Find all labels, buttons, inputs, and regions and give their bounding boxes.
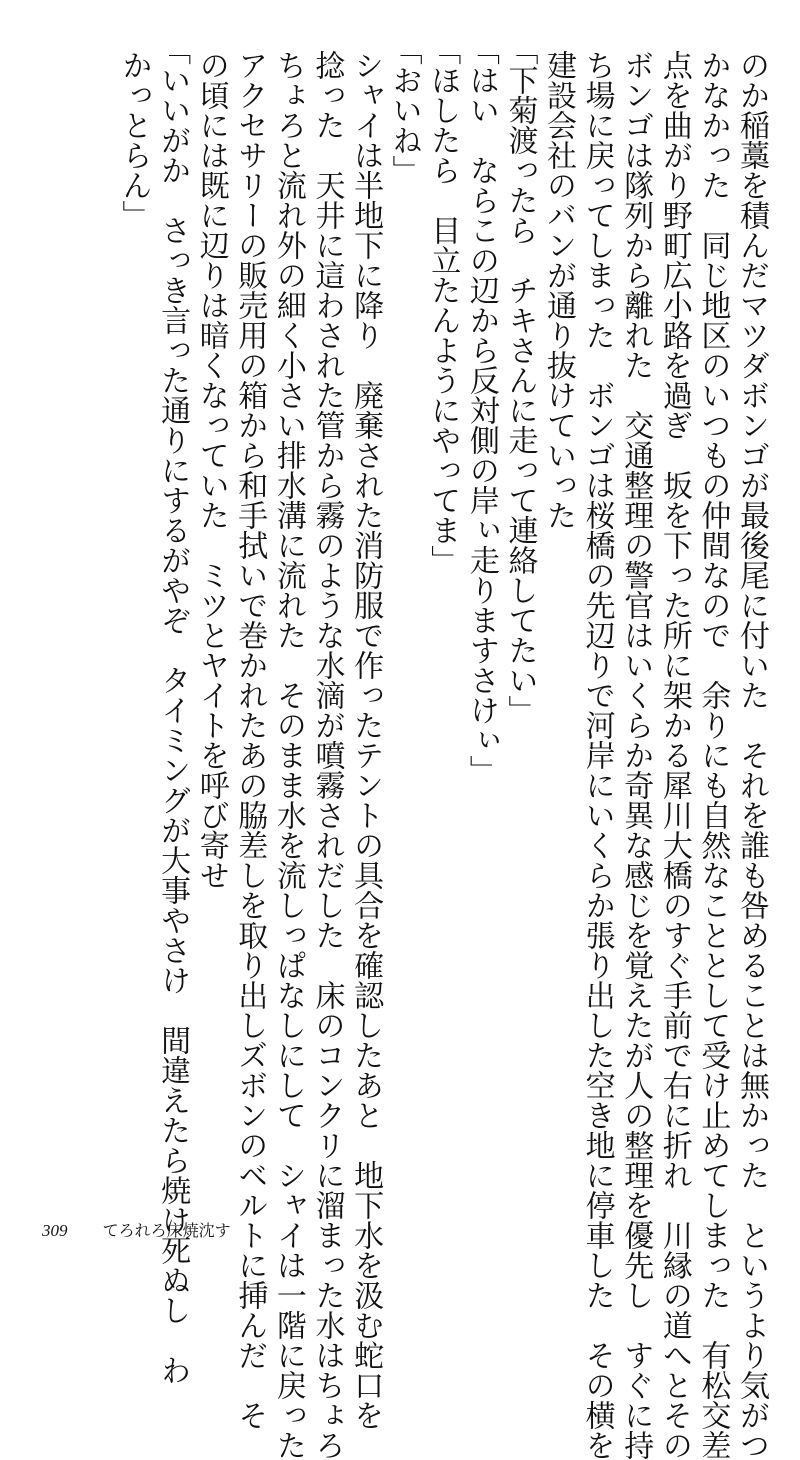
dialogue-column: 「下菊渡ったら チキさんに走って連絡してたい」 — [502, 35, 538, 725]
dialogue-column: 「おいね」 — [386, 35, 422, 185]
page-footer — [42, 1218, 231, 1241]
text-column: のか稲藁を積んだマツダボンゴが最後尾に付いた それを誰も咎めることは無かった というより気がつ — [734, 50, 769, 1460]
text-column: 点を曲がり野町広小路を過ぎ 坂を下った所に架かる犀川大橋のすぐ手前で右に折れ 川縁の道へとその — [656, 50, 692, 1460]
text-column: アクセサリーの販売用の箱から和手拭いで巻かれたあの脇差しを取り出しズボンのベルトに挿んだ そ — [232, 50, 268, 1430]
text-column: かなかった 同じ地区のいつもの仲間なので 余りにも自然なこととして受け止めてしまった 有松交差 — [695, 50, 731, 1460]
text-column: の頃には既に辺りは暗くなっていた ミツとヤイトを呼び寄せ — [193, 50, 229, 890]
text-column: 建設会社のバンが通り抜けていった — [541, 50, 577, 530]
dialogue-column: 「いいがか さっき言った通りにするがやぞ タイミングが大事やさけ 間違えたら焼け死ぬし わ — [155, 35, 191, 1385]
text-column: ち場に戻ってしまった ボンゴは桜橋の先辺りで河岸にいくらか張り出した空き地に停車した その横を — [579, 50, 615, 1460]
dialogue-column: 「はい ならこの辺から反対側の岸ぃ走りますさけぃ」 — [463, 35, 499, 785]
dialogue-column: 「ほしたら 目立たんようにやってま」 — [425, 35, 461, 575]
running-title: てろれろ床焼沈す — [102, 1221, 231, 1240]
text-column: ちょろと流れ外の細く小さい排水溝に流れた そのまま水を流しっぱなしにして シャイは一階に戻った — [270, 50, 306, 1460]
text-column: シャイは半地下に降り 廃棄された消防服で作ったテントの具合を確認したあと 地下水を汲む蛇口を — [348, 50, 384, 1430]
text-column: ボンゴは隊列から離れた 交通整理の警官はいくらか奇異な感じを覚えたが人の整理を優先し すぐに持 — [618, 50, 654, 1460]
text-column: かっとらん」 — [116, 50, 152, 230]
page-number: 309 — [42, 1221, 68, 1240]
text-column: 捻った 天井に這わされた管から霧のような水滴が噴霧されだした 床のコンクリに溜まった水はちょろ — [309, 50, 345, 1460]
